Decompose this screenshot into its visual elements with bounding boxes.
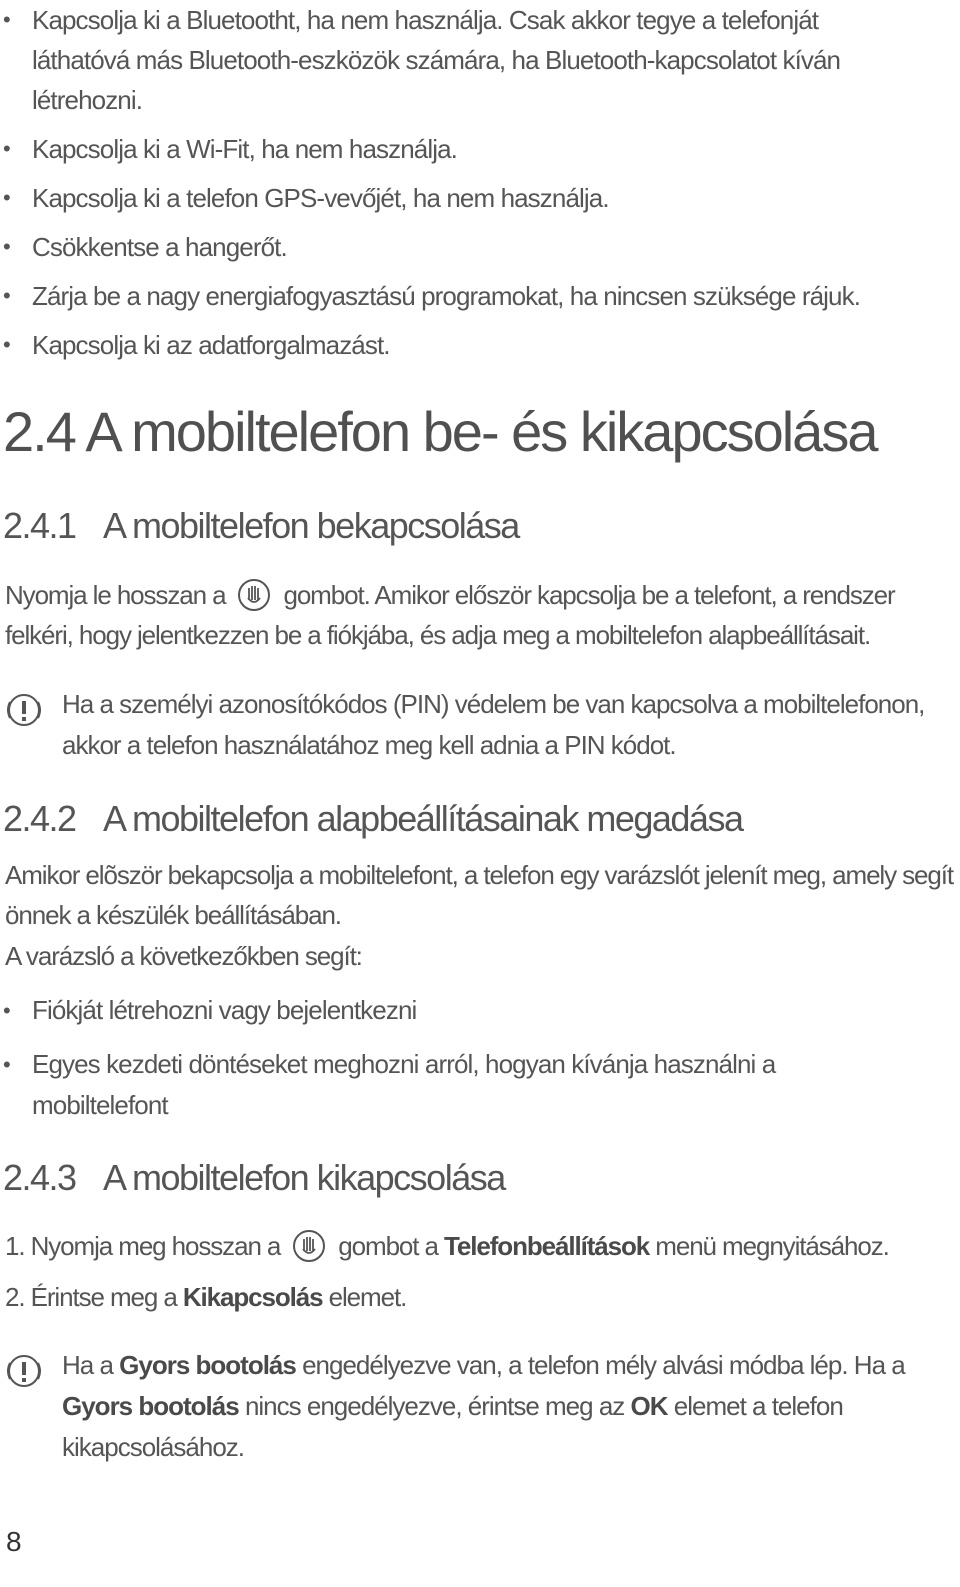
power-saving-tips-list bbox=[0, 0, 900, 374]
text-run: Nyomja le hosszan a bbox=[5, 580, 226, 610]
power-on-paragraph bbox=[5, 575, 960, 655]
text-run: 1. Nyomja meg hosszan a bbox=[5, 1231, 281, 1261]
subsection-number: 2.4.1 bbox=[3, 505, 76, 546]
text-run: 2. Érintse meg a bbox=[5, 1282, 177, 1312]
list-item: • Kapcsolja ki az adatforgalmazást. bbox=[0, 325, 900, 365]
note-text: Ha a személyi azonosítókódos (PIN) védelem be van kapcsolva a mobiltelefonon, akkor a telefon használatához meg kell adnia a PIN kódot. bbox=[62, 689, 925, 760]
subsection-heading-2-4-1 bbox=[3, 504, 519, 548]
setting-name: Gyors bootolás bbox=[119, 1350, 296, 1380]
menu-item-name: Kikapcsolás bbox=[182, 1282, 323, 1312]
wizard-help-paragraph: A varázsló a következőkben segít: bbox=[5, 941, 362, 971]
menu-name: Telefonbeállítások bbox=[444, 1231, 650, 1261]
list-item: • Zárja be a nagy energiafogyasztású programokat, ha nincsen szüksége rájuk. bbox=[0, 276, 900, 316]
power-off-step-1 bbox=[5, 1226, 960, 1266]
text-run: nincs engedélyezve, érintse meg az bbox=[244, 1391, 625, 1421]
fast-boot-note bbox=[0, 1345, 952, 1468]
subsection-number: 2.4.2 bbox=[3, 798, 76, 839]
wizard-intro-paragraph: Amikor elõször bekapcsolja a mobiltelefont, a telefon egy varázslót jelenít meg, amely segít önnek a készülék beállításában. bbox=[5, 860, 953, 930]
power-button-icon bbox=[292, 1229, 326, 1263]
power-off-step-2 bbox=[5, 1277, 960, 1317]
page-number: 8 bbox=[6, 1526, 22, 1557]
text-run: gombot a bbox=[338, 1231, 438, 1261]
subsection-number: 2.4.3 bbox=[3, 1157, 76, 1198]
text-run: Ha a bbox=[62, 1350, 113, 1380]
text-run: menü megnyitásához. bbox=[655, 1231, 889, 1261]
text-run: elemet a telefon kikapcsolásához. bbox=[62, 1391, 843, 1462]
list-item: • Kapcsolja ki a Bluetootht, ha nem használja. Csak akkor tegye a telefonját láthatóvá más Bluetooth-eszközök számára, ha Bluetooth-kapcsolatot kíván létrehozni. bbox=[0, 0, 900, 120]
text-run: elemet. bbox=[328, 1282, 407, 1312]
text-run: gombot. Amikor először kapcsolja be a telefont, a rendszer felkéri, hogy jelentkezzen be a fiókjába, és adja meg a mobiltelefon alapbeállításait. bbox=[5, 580, 895, 650]
setting-name: Gyors bootolás bbox=[62, 1391, 239, 1421]
section-heading: 2.4 A mobiltelefon be- és kikapcsolása bbox=[3, 400, 877, 463]
power-button-icon bbox=[237, 578, 271, 612]
warning-icon bbox=[4, 1351, 44, 1391]
subsection-heading-2-4-3 bbox=[3, 1156, 505, 1200]
list-item: • Kapcsolja ki a Wi-Fit, ha nem használja. bbox=[0, 129, 900, 169]
list-item: • Egyes kezdeti döntéseket meghozni arról, hogyan kívánja használni a mobiltelefont bbox=[0, 1044, 900, 1126]
button-name: OK bbox=[630, 1391, 668, 1421]
note-text bbox=[62, 1345, 952, 1468]
subsection-heading-2-4-2 bbox=[3, 797, 742, 841]
pin-warning-note bbox=[0, 684, 952, 766]
list-item: • Csökkentse a hangerőt. bbox=[0, 227, 900, 267]
warning-icon bbox=[4, 690, 44, 730]
list-item: • Kapcsolja ki a telefon GPS-vevőjét, ha nem használja. bbox=[0, 178, 900, 218]
text-run: engedélyezve van, a telefon mély alvási módba lép. Ha a bbox=[302, 1350, 905, 1380]
subsection-title: A mobiltelefon kikapcsolása bbox=[103, 1157, 505, 1198]
subsection-title: A mobiltelefon bekapcsolása bbox=[103, 505, 519, 546]
subsection-title: A mobiltelefon alapbeállításainak megadása bbox=[103, 798, 743, 839]
list-item: • Fiókját létrehozni vagy bejelentkezni bbox=[0, 990, 900, 1031]
wizard-steps-list bbox=[0, 990, 900, 1126]
